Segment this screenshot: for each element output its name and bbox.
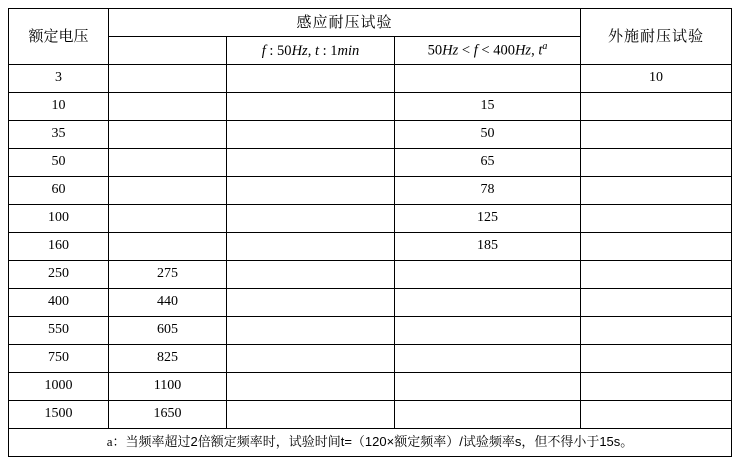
cell-induced-1 <box>109 93 227 121</box>
cell-rated-voltage: 50 <box>9 149 109 177</box>
cell-applied <box>581 345 732 373</box>
text-colon-1: : 1 <box>318 42 338 59</box>
cell-rated-voltage: 750 <box>9 345 109 373</box>
table-row <box>9 317 732 345</box>
cell-applied <box>581 205 732 233</box>
cell-induced-1 <box>109 149 227 177</box>
cell-induced-2 <box>227 401 395 429</box>
cell-induced-1 <box>109 177 227 205</box>
cell-applied <box>581 261 732 289</box>
cell-induced-2 <box>227 93 395 121</box>
table-row <box>9 205 732 233</box>
cell-applied <box>581 177 732 205</box>
cell-induced-2 <box>227 205 395 233</box>
table-row <box>9 149 732 177</box>
cell-induced-3 <box>395 65 581 93</box>
cell-induced-1: 605 <box>109 317 227 345</box>
text-lt-2: < 400 <box>477 42 515 59</box>
text-comma: , <box>307 42 315 59</box>
cell-induced-1: 440 <box>109 289 227 317</box>
cell-induced-1: 1100 <box>109 373 227 401</box>
cell-induced-2 <box>227 149 395 177</box>
table-row <box>9 289 732 317</box>
cell-induced-1: 275 <box>109 261 227 289</box>
cell-induced-1 <box>109 233 227 261</box>
cell-rated-voltage: 250 <box>9 261 109 289</box>
table-row <box>9 373 732 401</box>
cell-induced-3: 50 <box>395 121 581 149</box>
header-induced-50hz <box>227 37 395 65</box>
cell-induced-3 <box>395 373 581 401</box>
unit-hz-low: Hz <box>442 42 459 59</box>
cell-induced-2 <box>227 289 395 317</box>
table-row <box>9 65 732 93</box>
cell-applied <box>581 289 732 317</box>
cell-induced-3: 65 <box>395 149 581 177</box>
table-row <box>9 93 732 121</box>
cell-rated-voltage: 100 <box>9 205 109 233</box>
cell-applied <box>581 317 732 345</box>
table-row <box>9 401 732 429</box>
cell-rated-voltage: 60 <box>9 177 109 205</box>
cell-induced-2 <box>227 233 395 261</box>
symbol-t-range: t <box>538 42 543 59</box>
cell-induced-3 <box>395 345 581 373</box>
cell-induced-3 <box>395 317 581 345</box>
footnote-marker-a: a <box>542 41 548 53</box>
voltage-test-table <box>8 8 732 457</box>
cell-induced-2 <box>227 373 395 401</box>
cell-rated-voltage: 160 <box>9 233 109 261</box>
cell-rated-voltage: 400 <box>9 289 109 317</box>
header-applied-test: 外施耐压试验 <box>581 9 732 65</box>
table-header-row-group <box>9 9 732 37</box>
cell-induced-3: 15 <box>395 93 581 121</box>
table-row <box>9 177 732 205</box>
cell-induced-2 <box>227 345 395 373</box>
footnote-cell <box>9 429 732 457</box>
table-footnote-row <box>9 429 732 457</box>
cell-applied <box>581 401 732 429</box>
cell-induced-1 <box>109 121 227 149</box>
table-row <box>9 233 732 261</box>
header-rated-voltage: 额定电压 <box>9 9 109 65</box>
unit-hz: Hz <box>291 42 308 59</box>
cell-induced-3: 185 <box>395 233 581 261</box>
unit-min: min <box>337 42 360 59</box>
cell-induced-2 <box>227 317 395 345</box>
cell-rated-voltage: 550 <box>9 317 109 345</box>
cell-rated-voltage: 3 <box>9 65 109 93</box>
cell-induced-2 <box>227 65 395 93</box>
unit-hz-high: Hz <box>514 42 532 59</box>
text-comma-range: , <box>531 42 539 59</box>
cell-induced-3: 78 <box>395 177 581 205</box>
cell-rated-voltage: 10 <box>9 93 109 121</box>
cell-induced-2 <box>227 177 395 205</box>
table-row <box>9 121 732 149</box>
cell-induced-3 <box>395 261 581 289</box>
spec-table-container <box>8 8 731 457</box>
cell-induced-2 <box>227 121 395 149</box>
cell-rated-voltage: 1000 <box>9 373 109 401</box>
table-row <box>9 345 732 373</box>
cell-applied: 10 <box>581 65 732 93</box>
cell-induced-1 <box>109 205 227 233</box>
symbol-f: f <box>261 42 266 59</box>
cell-applied <box>581 373 732 401</box>
cell-applied <box>581 149 732 177</box>
text-50: 50 <box>427 42 443 59</box>
symbol-f-range: f <box>473 42 478 59</box>
cell-applied <box>581 233 732 261</box>
footnote-label: a： <box>106 434 126 450</box>
text-colon-50: : 50 <box>265 42 292 59</box>
header-induced-blank <box>109 37 227 65</box>
cell-induced-3 <box>395 289 581 317</box>
footnote-text: 当频率超过2倍额定频率时，试验时间t=（120×额定频率）/试验频率s，但不得小于15s。 <box>125 434 634 450</box>
header-induced-test: 感应耐压试验 <box>109 9 581 37</box>
cell-induced-1: 825 <box>109 345 227 373</box>
cell-applied <box>581 93 732 121</box>
cell-rated-voltage: 35 <box>9 121 109 149</box>
text-lt-1: < <box>458 42 474 59</box>
table-row <box>9 261 732 289</box>
cell-induced-3: 125 <box>395 205 581 233</box>
cell-induced-1: 1650 <box>109 401 227 429</box>
cell-induced-1 <box>109 65 227 93</box>
symbol-t: t <box>314 42 319 59</box>
cell-induced-3 <box>395 401 581 429</box>
header-induced-range <box>395 37 581 65</box>
cell-induced-2 <box>227 261 395 289</box>
cell-rated-voltage: 1500 <box>9 401 109 429</box>
cell-applied <box>581 121 732 149</box>
